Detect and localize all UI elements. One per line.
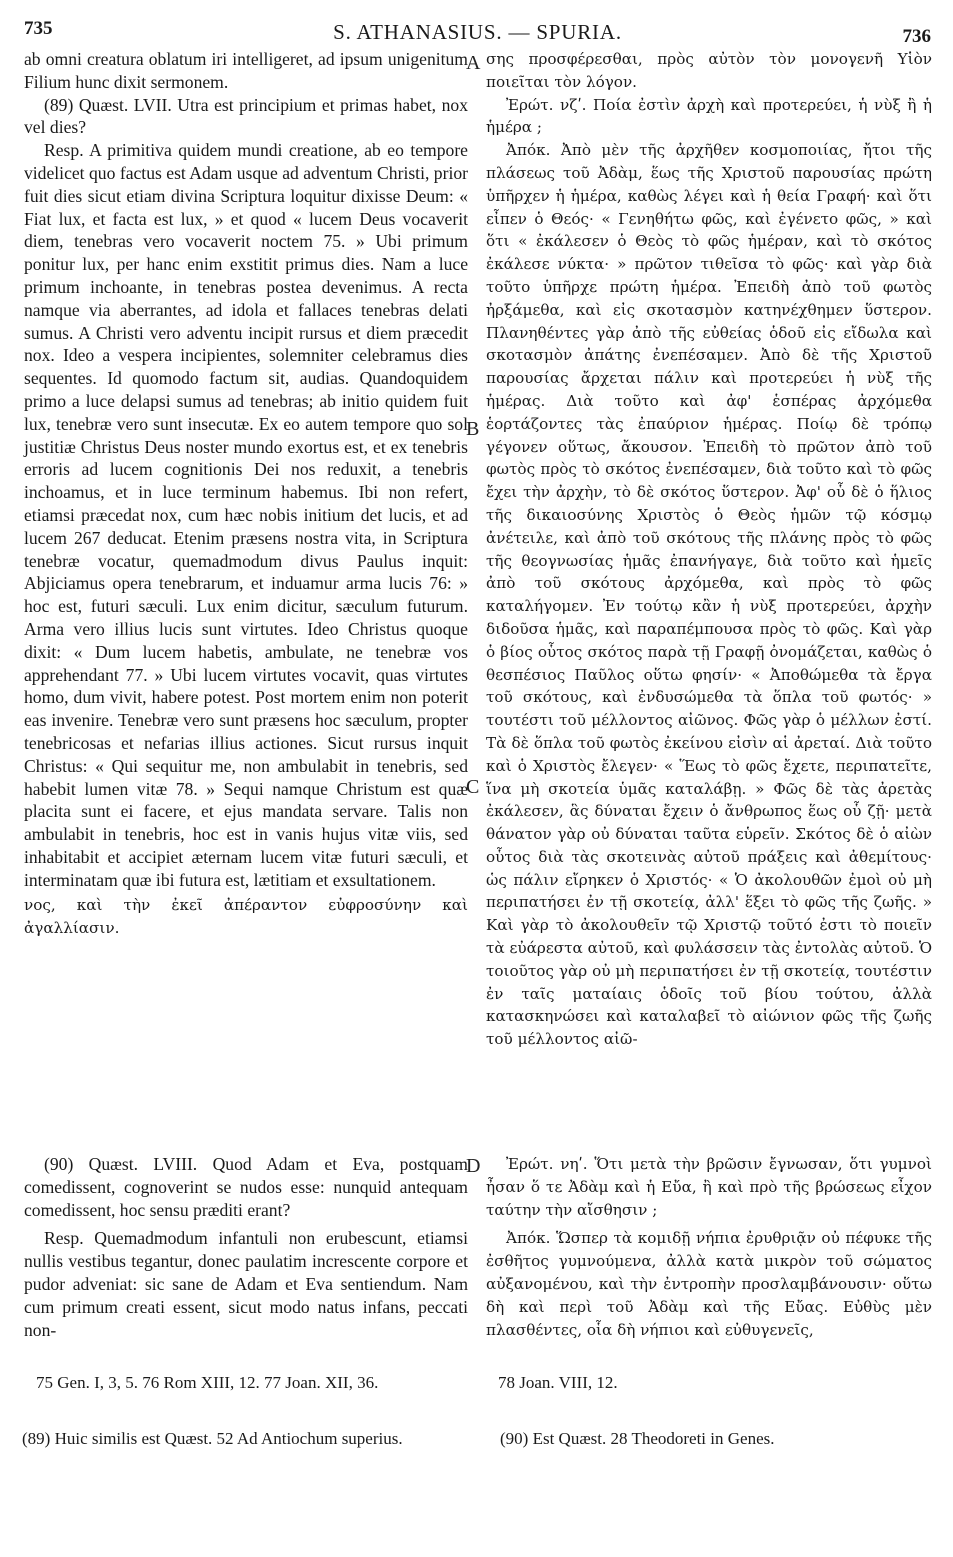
editorial-note-left: (89) Huic similis est Quæst. 52 Ad Antiochum superius. <box>22 1429 403 1448</box>
marker-b: B <box>466 418 480 440</box>
running-header <box>24 16 931 46</box>
page-number-right: 736 <box>902 26 931 47</box>
latin-paragraph: ab omni creatura oblatum iri intelligeret, ad ipsum unigenitum Filium hunc dixit sermonem. <box>24 49 468 92</box>
latin-response: Resp. A primitiva quidem mundi creatione, ab eo tempore videlicet quo factus est Adam usque ad adventum Christi, prior fuit dies sicut etiam divina Scriptura loquitur dixisse Deum: « Fiat lux, et facta est lux, » et quod « lucem Deus vocaverit diem, tenebras vero vocaverit noctem 75. » Ubi primum ponitur lux, per hanc enim exstitit primus dies. Nam a luce primum inchoante, in tenebras postea devenimus. A recta namque via aberrantes, ad idola et fallaces tenebras delati sumus. A Christi vero adventu incipit rursus et diem præcedit nox. Ideo a vespera incipientes, solemniter celebramus dies sequentes. Id quomodo factum sit, audias. Quandoquidem primo a luce delapsi sumus ad tenebras; ab initio quidem fuit lux, tenebræ vero sunt insecutæ. Ex eo autem tempore quo sol justitiæ Christus Deus noster mundo exortus est, et ex tenebris erroris ad lucem cognitionis Dei nos reduxit, a tenebris inchoamus, et in luce terminum habemus. Ibi non refert, etiamsi præcedat nox, cum hæc nobis initium det lucis, et ad lucem 267 deducat. Etenim præsens nostra vita, in Scriptura tenebræ vocatur, quemadmodum divus Paulus inquit: Abjiciamus opera tenebrarum, et induamur arma lucis 76: » hoc est, futuri sæculi. Lux enim dicitur, sæculum futurum. Arma vero illius lucis sunt virtutes. Ideo Christus quoque dixit: « Dum lucem habetis, ambulate, ne tenebræ vos apprehendant 77. » Ubi lucem virtutes vocavit, quas virtutes homo, dum vivit, habere potest. Post mortem enim non poterit eas invenire. Tenebræ vero sunt præsens hoc sæculum, propter tenebricosas et nefarias illius actiones. Sicut rursus inquit Christus: « Qui sequitur me, non ambulabit in tenebris, sed habebit lumen vitæ 78. » Sequi namque Christum est quæ placita sunt ei facere, et ejus mandata servare. Talis non ambulabit in tenebris, hoc est in vanis hujus vitæ viis, sed inhabitabit et accipiet æternam lucem vitæ futuri sæculi, et interminatam quæ ibi futura est, lætitiam et exsultationem. <box>24 140 468 890</box>
latin-column-top <box>24 48 468 940</box>
greek-response: Ἀπόκ. Ὥσπερ τὰ κομιδῇ νήπια ἐρυθριᾷν οὐ πέφυκε τῆς ἐσθῆτος γυμνούμενα, ἀλλὰ κατὰ μικρὸν τοῦ σώματος αὐξανομένου, καὶ τὴν ἐντροπὴν προσλαμβάνουσιν· οὕτω δὴ καὶ περὶ τοῦ Ἀδὰμ καὶ τῆς Εὔας. Εὐθὺς μὲν πλασθέντες, οἷα δὴ νήπιοι καὶ εὐθυγενεῖς, <box>486 1229 932 1339</box>
greek-column-top <box>486 48 932 1051</box>
greek-spillover-line: νος, καὶ τὴν ἐκεῖ ἀπέραντον εὐφροσύνην καὶ ἀγαλλίασιν. <box>24 896 468 938</box>
editorial-note-right: (90) Est Quæst. 28 Theodoreti in Genes. <box>500 1429 775 1448</box>
footnote-references-left: 75 Gen. I, 3, 5. 76 Rom XIII, 12. 77 Joan. XII, 36. <box>36 1373 379 1392</box>
marker-a: A <box>466 52 481 74</box>
running-title: S. ATHANASIUS. — SPURIA. <box>333 20 622 44</box>
marker-c: C <box>466 776 480 798</box>
latin-response: Resp. Quemadmodum infantuli non erubescunt, etiamsi nullis vestibus tegantur, donec paulatim increscente corpore et pudor adveniat: sic sane de Adam et Eva sentiendum. Nam cum primum creati essent, sicut modo natus infans, peccati non- <box>24 1228 468 1340</box>
footnote-references-right: 78 Joan. VIII, 12. <box>498 1373 618 1392</box>
greek-response: Ἀπόκ. Ἀπὸ μὲν τῆς ἀρχῆθεν κοσμοποιίας, ἤτοι τῆς πλάσεως τοῦ Ἀδὰμ, ἕως τῆς Χριστοῦ παρουσίας πρώτη ὑπῆρχεν ἡ ἡμέρα, καθὼς λέγει καὶ ἡ θεία Γραφή· καὶ ὅτι εἶπεν ὁ Θεός· « Γενηθήτω φῶς, καὶ ἐγένετο φῶς, » καὶ ὅτι « ἐκάλεσεν ὁ Θεὸς τὸ φῶς ἡμέραν, καὶ τὸ σκότος ἐκάλεσε νύκτα· » πρῶτον τιθεῖσα τὸ φῶς· καὶ γὰρ διὰ τοῦτο ὑπῆρχε πρώτη ἡμέρα. Ἐπειδὴ ἀπὸ τοῦ φωτὸς ἠρξάμεθα, καὶ εἰς σκοτασμὸν κατηνέχθημεν ὕστερον. Πλανηθέντες γὰρ ἀπὸ τῆς εὐθείας ὁδοῦ εἰς εἴδωλα καὶ σκοτασμὸν ἀπάτης ἐνεπέσαμεν. Ἀπὸ δὲ τῆς Χριστοῦ παρουσίας ἄρχεται πάλιν καὶ προτερεύει ἡ νὺξ τῆς ἡμέρας. Διὰ τοῦτο καὶ ἀφ' ἑσπέρας ἀρχόμεθα ἑορτάζοντες τὰς ἐπαύριον ἡμέρας. Ποίῳ δὲ τρόπῳ γέγονεν οὕτως, ἄκουσον. Ἐπειδὴ τὸ πρῶτον ἀπὸ τοῦ φωτὸς πρὸς τὸ σκότος ἐνεπέσαμεν, διὰ τοῦτο καὶ τὸ φῶς ἔχει τὴν ἀρχὴν, τὸ δὲ σκότος ὕστερον. Ἀφ' οὗ δὲ ὁ ἥλιος τῆς δικαιοσύνης Χριστὸς ὁ Θεὸς ἡμῶν τῷ κόσμῳ ἀνέτειλε, καὶ ἀπὸ τοῦ σκότους τῆς πλάνης πρὸς τὸ φῶς τῆς θεογνωσίας ἡμᾶς ἐπανήγαγε, διὰ τοῦτο καὶ ἡμεῖς ἀπὸ τοῦ σκότους ἀρχόμεθα, καὶ πρὸς τὸ φῶς καταλήγομεν. Ἐν τούτῳ κἂν ἡ νὺξ προτερεύει, ἀρχὴν διδοῦσα ἡμᾶς, καὶ παραπέμπουσα πρὸς τὸ φῶς. Καὶ γὰρ ὁ βίος οὗτος σκότος παρὰ τῇ Γραφῇ ὀνομάζεται, καθὼς ὁ θεσπέσιος Παῦλος οὕτω φησίν· « Ἀποθώμεθα τὰ ἔργα τοῦ σκότους, καὶ ἐνδυσώμεθα τὰ ὅπλα τοῦ φωτός· » τουτέστι τοῦ μέλλοντος αἰῶνος. Φῶς γὰρ ὁ μέλλων ἐστί. Τὰ δὲ ὅπλα τοῦ φωτὸς ἐκείνου εἰσὶν αἱ ἀρεταί. Διὰ τοῦτο καὶ ὁ Χριστὸς ἔλεγεν· « Ἕως τὸ φῶς ἔχετε, περιπατεῖτε, ἵνα μὴ σκοτεία ὑμᾶς καταλάβῃ. » Φῶς δὲ τὰς ἀρετὰς ἐκάλεσεν, ἃς δύναται ἔχειν ὁ ἄνθρωπος ἕως οὗ ζῇ· μετὰ θάνατον γὰρ οὐ δύναται ταῦτα εὑρεῖν. Σκότος δὲ ὁ αἰὼν οὗτος διὰ τὰς σκοτεινὰς αὐτοῦ πράξεις καὶ ἀθεμίτους· ὡς πάλιν εἴρηκεν ὁ Χριστός· « Ὁ ἀκολουθῶν ἐμοὶ οὐ μὴ περιπατήσει ἐν τῇ σκοτείᾳ, ἀλλ' ἕξει τὸ φῶς τῆς ζωῆς. » Καὶ γὰρ τὸ ἀκολουθεῖν τῷ Χριστῷ τοῦτό ἐστι τὸ ποιεῖν τὰ εὐάρεστα αὐτοῦ, καὶ φυλάσσειν τὰς ἐντολὰς αὐτοῦ. Ὁ τοιοῦτος γὰρ οὐ μὴ περιπατήσει ἐν τῇ σκοτείᾳ, τουτέστιν ἐν ταῖς ματαίαις ὁδοῖς τοῦ βίου τούτου, ἀλλὰ κατασκηνώσει καὶ καταλαβεῖ τὸ αἰώνιον φῶς τῆς ζωῆς τοῦ μέλλοντος αἰῶ- <box>486 141 932 1049</box>
greek-paragraph: σης προσφέρεσθαι, πρὸς αὐτὸν τὸν μονογενῆ Υἱὸν ποιεῖται τὸν λόγον. <box>486 50 932 91</box>
latin-question-heading: (89) Quæst. LVII. Utra est principium et primas habet, nox vel dies? <box>24 94 468 138</box>
page-number-left: 735 <box>24 18 53 39</box>
greek-question-heading: Ἐρώτ. νηʹ. Ὅτι μετὰ τὴν βρῶσιν ἔγνωσαν, ὅτι γυμνοὶ ἦσαν ὅ τε Ἀδὰμ καὶ ἡ Εὔα, ἢ καὶ πρὸ τῆς βρώσεως εἶχον ταύτην τὴν αἴσθησιν ; <box>486 1155 932 1219</box>
marker-d: D <box>466 1155 481 1177</box>
latin-column-bottom <box>24 1153 468 1341</box>
greek-question-heading: Ἐρώτ. νζʹ. Ποία ἐστὶν ἀρχὴ καὶ προτερεύει, ἡ νὺξ ἢ ἡ ἡμέρα ; <box>486 95 932 137</box>
greek-column-bottom <box>486 1153 932 1341</box>
latin-question-heading: (90) Quæst. LVIII. Quod Adam et Eva, postquam comedissent, cognoverint se nudos esse: nunquid antequam comedissent, hoc sensu præditi erant? <box>24 1154 468 1220</box>
